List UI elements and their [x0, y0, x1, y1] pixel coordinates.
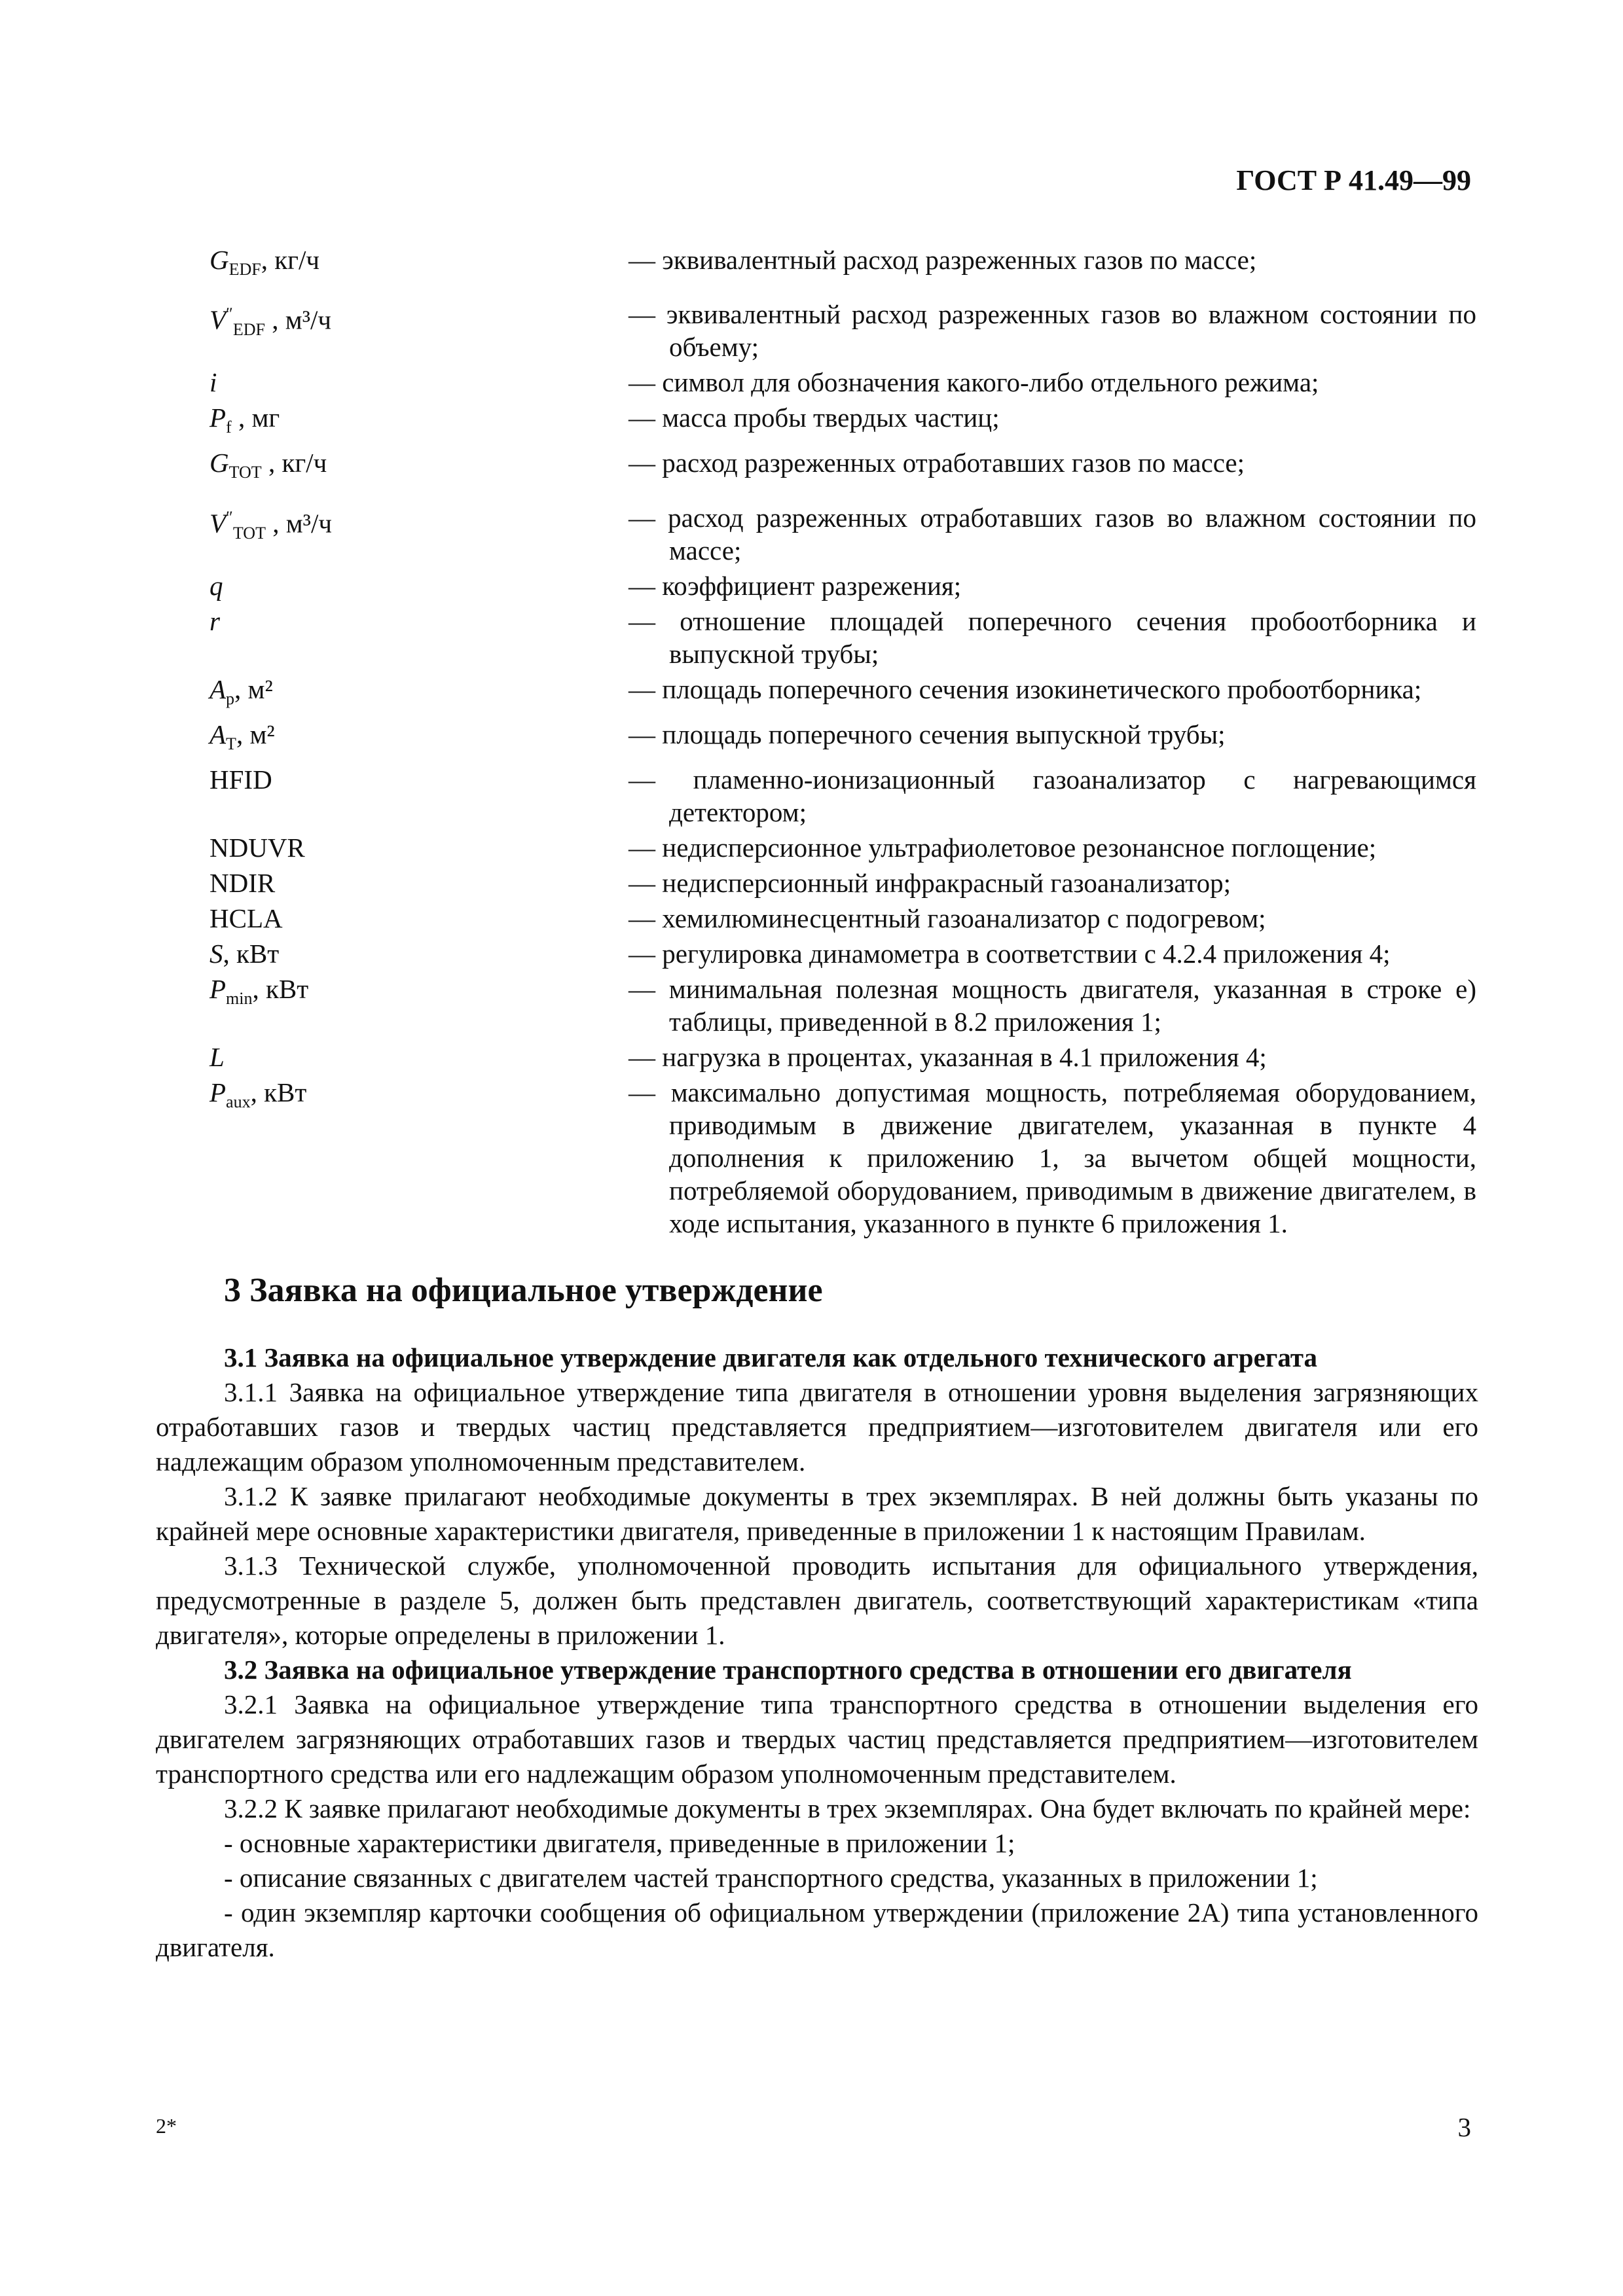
symbol-list	[210, 243, 1476, 1242]
symbol-row: $P_{min}$, кВт — минимальная полезная мощность двигателя, указанная в строке е) таблицы, приведенной в 8.2 приложения 1;	[210, 973, 1476, 1037]
symbol-row: HCLA — хемилюминесцентный газоанализатор с подогревом;	[210, 902, 1476, 935]
symbol-definition: — максимально допустимая мощность, потребляемая оборудованием, приводимым в движение двигателем, указанная в пункте 4 дополнения к приложению 1, за вычетом общей мощности, потребляемой оборудованием, приводимым в движение двигателем, в ходе испытания, указанного в пункте 6 приложения 1.	[629, 1077, 1476, 1238]
symbol-row: $G_{EDF}$, кг/ч — эквивалентный расход разреженных газов по массе;	[210, 243, 1476, 286]
symbol-row: $G_{TOT}$ , кг/ч — расход разреженных отработавших газов по массе;	[210, 446, 1476, 489]
symbol-row: NDIR — недисперсионный инфракрасный газоанализатор;	[210, 867, 1476, 899]
symbol-definition: — площадь поперечного сечения изокинетического пробоотборника;	[629, 673, 1422, 704]
list-item: - описание связанных с двигателем частей транспортного средства, указанных в приложении 1;	[224, 1863, 1318, 1893]
symbol-definition: — нагрузка в процентах, указанная в 4.1 приложения 4;	[629, 1041, 1267, 1072]
symbol-definition: — расход разреженных отработавших газов по массе;	[629, 448, 1245, 478]
symbol-definition: — площадь поперечного сечения выпускной трубы;	[629, 719, 1226, 749]
list-item: - один экземпляр карточки сообщения об официальном утверждении (приложение 2А) типа установленного двигателя.	[156, 1897, 1478, 1962]
symbol-row: $A_T$, м² — площадь поперечного сечения выпускной трубы;	[210, 718, 1476, 761]
symbol-row: $V''_{EDF}$ , м³/ч — эквивалентный расход разреженных газов во влажном состоянии по объему;	[210, 299, 1476, 363]
symbol-definition: — регулировка динамометра в соответствии с 4.2.4 приложения 4;	[629, 938, 1391, 969]
symbol-definition: — недисперсионный инфракрасный газоанализатор;	[629, 867, 1231, 898]
symbol-row: $A_p$, м² — площадь поперечного сечения изокинетического пробоотборника;	[210, 673, 1476, 715]
paragraph: 3.1.1 Заявка на официальное утверждение типа двигателя в отношении уровня выделения загрязняющих отработавших газов и твердых частиц представляется предприятием—изготовителем двигателя или его надлежащим образом уполномоченным представителем.	[156, 1377, 1478, 1477]
subsection-heading: 3.1 Заявка на официальное утверждение двигателя как отдельного технического агрегата	[224, 1342, 1317, 1372]
symbol-definition: — коэффициент разрежения;	[629, 570, 962, 601]
sheet-mark: 2*	[156, 2114, 177, 2138]
section-body	[156, 1340, 1478, 1965]
symbol-definition: — расход разреженных отработавших газов во влажном состоянии по массе;	[629, 502, 1476, 565]
symbol-definition: — масса пробы твердых частиц;	[629, 403, 1000, 433]
symbol-row: $V''_{TOT}$ , м³/ч — расход разреженных отработавших газов во влажном состоянии по массе;	[210, 502, 1476, 565]
symbol-definition: — эквивалентный расход разреженных газов во влажном состоянии по объему;	[629, 299, 1476, 363]
symbol-row: L — нагрузка в процентах, указанная в 4.1 приложения 4;	[210, 1041, 1476, 1073]
paragraph: 3.1.3 Технической службе, уполномоченной проводить испытания для официального утверждения, предусмотренные в разделе 5, должен быть представлен двигатель, соответствующий характеристикам «типа двигателя», которые определены в приложении 1.	[156, 1551, 1478, 1650]
subsection-heading: 3.2 Заявка на официальное утверждение транспортного средства в отношении его двигателя	[224, 1655, 1352, 1685]
symbol-row: $P_{aux}$, кВт — максимально допустимая мощность, потребляемая оборудованием, приводимым в движение двигателем, указанная в пункте 4 дополнения к приложению 1, за вычетом общей мощности, потребляемой оборудованием, приводимым в движение двигателем, в ходе испытания, указанного в пункте 6 приложения 1.	[210, 1077, 1476, 1238]
symbol-row: i — символ для обозначения какого-либо отдельного режима;	[210, 366, 1476, 399]
list-item: - основные характеристики двигателя, приведенные в приложении 1;	[224, 1828, 1015, 1858]
symbol-row: r — отношение площадей поперечного сечения пробоотборника и выпускной трубы;	[210, 605, 1476, 669]
symbol-definition: — отношение площадей поперечного сечения пробоотборника и выпускной трубы;	[629, 605, 1476, 669]
paragraph: 3.2.1 Заявка на официальное утверждение типа транспортного средства в отношении выделения его двигателем загрязняющих отработавших газов и твердых частиц представляется предприятием—изготовителем транспортного средства или его надлежащим образом уполномоченным представителем.	[156, 1689, 1478, 1789]
symbol-row: NDUVR — недисперсионное ультрафиолетовое резонансное поглощение;	[210, 831, 1476, 864]
symbol-row: S, кВт — регулировка динамометра в соответствии с 4.2.4 приложения 4;	[210, 937, 1476, 970]
symbol-definition: — минимальная полезная мощность двигателя, указанная в строке е) таблицы, приведенной в 8.2 приложения 1;	[629, 973, 1476, 1037]
symbol-definition: — эквивалентный расход разреженных газов по массе;	[629, 245, 1257, 275]
paragraph: 3.2.2 К заявке прилагают необходимые документы в трех экземплярах. Она будет включать по крайней мере:	[224, 1793, 1471, 1823]
gost-code-header: ГОСТ Р 41.49—99	[1236, 164, 1471, 196]
symbol-definition: — хемилюминесцентный газоанализатор с подогревом;	[629, 903, 1266, 933]
symbol-row: $P_f$ , мг — масса пробы твердых частиц;	[210, 401, 1476, 444]
symbol-definition: — недисперсионное ультрафиолетовое резонансное поглощение;	[629, 832, 1377, 863]
page-number: 3	[1457, 2112, 1471, 2142]
symbol-definition: — символ для обозначения какого-либо отдельного режима;	[629, 367, 1319, 398]
symbol-definition: — пламенно-ионизационный газоанализатор с нагревающимся детектором;	[629, 764, 1476, 827]
symbol-row: q — коэффициент разрежения;	[210, 569, 1476, 602]
paragraph: 3.1.2 К заявке прилагают необходимые документы в трех экземплярах. В ней должны быть указаны по крайней мере основные характеристики двигателя, приведенные в приложении 1 к настоящим Правилам.	[156, 1481, 1478, 1546]
section-heading: 3 Заявка на официальное утверждение	[224, 1272, 823, 1309]
symbol-row: HFID — пламенно-ионизационный газоанализатор с нагревающимся детектором;	[210, 764, 1476, 827]
